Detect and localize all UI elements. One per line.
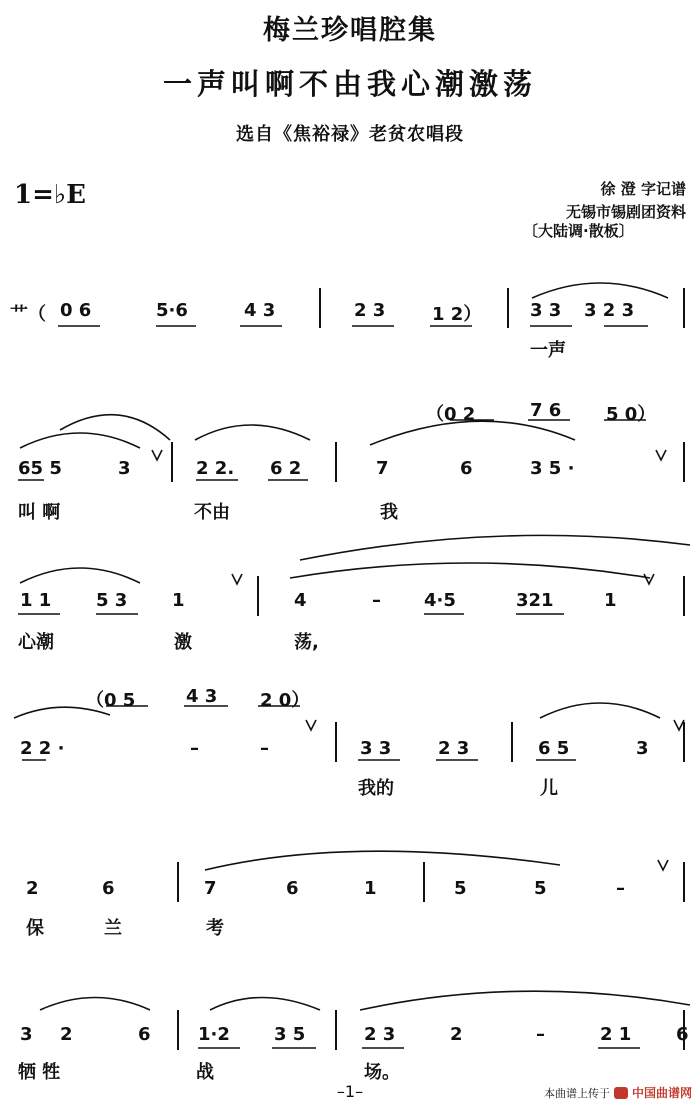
mode-label: 〔大陆调·散板〕 bbox=[523, 222, 634, 240]
note-group: 3 bbox=[636, 738, 649, 759]
site-name[interactable]: 中国曲谱网 bbox=[631, 1086, 692, 1100]
note-group: 5 3 bbox=[96, 590, 128, 611]
note-group: （0 5 bbox=[86, 690, 136, 711]
note-group: 3 bbox=[118, 458, 131, 479]
note-group: – bbox=[190, 738, 199, 759]
note-group: 2 3 bbox=[438, 738, 470, 759]
note-group: 6 bbox=[138, 1024, 151, 1045]
slur bbox=[290, 563, 650, 578]
lyric: 战 bbox=[196, 1062, 214, 1083]
lyric: 叫 啊 bbox=[18, 502, 61, 523]
slur bbox=[20, 568, 140, 583]
note-group: 2 3 bbox=[364, 1024, 396, 1045]
note-group: 1·2 bbox=[198, 1024, 230, 1045]
note-group: – bbox=[372, 590, 381, 611]
note-group: 4 3 bbox=[186, 686, 218, 707]
note-group: 5·6 bbox=[156, 300, 188, 321]
slur bbox=[20, 433, 140, 448]
note-group: 2 bbox=[450, 1024, 463, 1045]
note-group: 321 bbox=[516, 590, 554, 611]
note-group: 6 bbox=[460, 458, 473, 479]
lyric: 儿 bbox=[540, 778, 558, 799]
lyric: 场。 bbox=[364, 1062, 400, 1083]
lyric: 心潮 bbox=[18, 632, 54, 653]
slur bbox=[195, 425, 310, 440]
note-group: 5 0） bbox=[606, 404, 656, 425]
note-group: 2 2 · bbox=[20, 738, 65, 759]
note-group: 3 2 3 bbox=[584, 300, 635, 321]
note-group: 1 bbox=[364, 878, 377, 899]
lyric: 荡, bbox=[294, 632, 319, 653]
note-group: 7 bbox=[204, 878, 217, 899]
note-group: 7 bbox=[376, 458, 389, 479]
note-group: 6 bbox=[676, 1024, 689, 1045]
note-group: 4 3 bbox=[244, 300, 276, 321]
source-note: 选自《焦裕禄》老贫农唱段 bbox=[236, 124, 464, 145]
note-group: 7 6 bbox=[530, 400, 562, 421]
note-group: 1 bbox=[172, 590, 185, 611]
slur bbox=[60, 415, 170, 440]
note-group: 3 5 bbox=[274, 1024, 306, 1045]
note-group: 2 bbox=[26, 878, 39, 899]
key-signature: 1=♭E bbox=[14, 180, 86, 210]
note-group: 6 bbox=[102, 878, 115, 899]
intro-mark: 艹（ bbox=[10, 304, 46, 325]
lyric: 考 bbox=[206, 918, 224, 939]
note-group: – bbox=[260, 738, 269, 759]
note-group: 1 1 bbox=[20, 590, 52, 611]
slur bbox=[540, 703, 660, 718]
note-group: 2 0） bbox=[260, 690, 310, 711]
note-group: 0 6 bbox=[60, 300, 92, 321]
lyric: 一声 bbox=[530, 340, 566, 361]
note-group: 2 2. bbox=[196, 458, 235, 479]
note-group: 5 bbox=[454, 878, 467, 899]
note-group: 6 5 bbox=[538, 738, 570, 759]
slur bbox=[210, 998, 320, 1011]
slur bbox=[40, 998, 150, 1011]
lyric: 激 bbox=[174, 632, 192, 653]
transcriber-credit: 徐 澄 字记谱 bbox=[600, 180, 686, 198]
page-number: –1– bbox=[336, 1082, 364, 1101]
lyric: 我 bbox=[380, 502, 398, 523]
note-group: 3 5 · bbox=[530, 458, 575, 479]
note-group: 3 bbox=[20, 1024, 33, 1045]
note-group: 2 1 bbox=[600, 1024, 632, 1045]
upload-note: 本曲谱上传于 bbox=[543, 1086, 610, 1100]
note-group: （0 2 bbox=[426, 404, 476, 425]
note-group: – bbox=[616, 878, 625, 899]
song-title: 一声叫啊不由我心潮激荡 bbox=[162, 67, 537, 101]
lyric: 兰 bbox=[104, 918, 122, 939]
note-group: 4·5 bbox=[424, 590, 456, 611]
note-group: 2 bbox=[60, 1024, 73, 1045]
lyric: 保 bbox=[26, 918, 44, 939]
note-group: 6 2 bbox=[270, 458, 302, 479]
lyric: 我的 bbox=[358, 778, 394, 799]
lyric: 牺 牲 bbox=[18, 1062, 61, 1083]
slur bbox=[205, 851, 560, 870]
note-group: 3 3 bbox=[530, 300, 562, 321]
note-group: 2 3 bbox=[354, 300, 386, 321]
lyric: 不由 bbox=[194, 502, 230, 523]
upload-footer bbox=[544, 1084, 692, 1101]
site-logo-icon bbox=[614, 1087, 628, 1099]
note-group: 65 5 bbox=[18, 458, 62, 479]
note-group: 3 3 bbox=[360, 738, 392, 759]
note-group: 4 bbox=[294, 590, 307, 611]
slur bbox=[300, 535, 690, 560]
collection-title: 梅兰珍唱腔集 bbox=[263, 15, 437, 46]
note-group: 1 bbox=[604, 590, 617, 611]
note-group: 5 bbox=[534, 878, 547, 899]
slur bbox=[360, 991, 690, 1010]
note-group: 1 2） bbox=[432, 304, 482, 325]
slur bbox=[532, 283, 668, 298]
source-credit: 无锡市锡剧团资料 bbox=[565, 203, 686, 221]
note-group: 6 bbox=[286, 878, 299, 899]
note-group: – bbox=[536, 1024, 545, 1045]
